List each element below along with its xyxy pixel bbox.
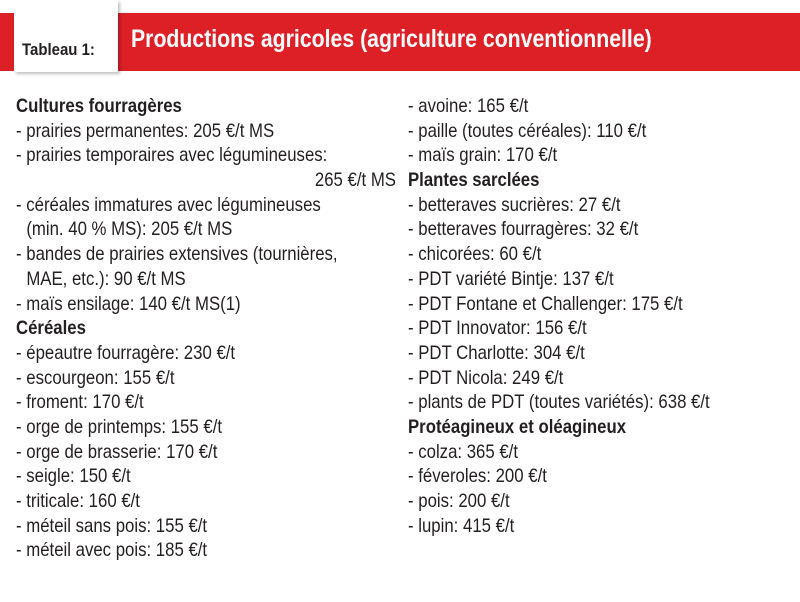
list-item: - seigle: 150 €/t	[16, 465, 131, 488]
left-column	[16, 94, 396, 563]
list-item: - orge de printemps: 155 €/t	[16, 415, 223, 438]
list-item: - betteraves fourragères: 32 €/t	[408, 218, 639, 241]
list-item: - avoine: 165 €/t	[408, 95, 529, 117]
list-item: - épeautre fourragère: 230 €/t	[16, 341, 236, 364]
list-item: - escourgeon: 155 €/t	[16, 366, 175, 389]
list-item-continuation: MAE, etc.): 90 €/t MS	[26, 267, 186, 290]
list-item: - PDT Innovator: 156 €/t	[408, 317, 587, 340]
right-column	[408, 94, 798, 538]
list-item: - méteil sans pois: 155 €/t	[16, 514, 208, 537]
section-heading-proteagineux-oleagineux: Protéagineux et oléagineux	[408, 415, 627, 438]
list-item-price-continuation: 265 €/t MS	[314, 169, 396, 192]
list-item: - prairies temporaires avec légumineuses:	[16, 144, 328, 167]
list-item: - céréales immatures avec légumineuses	[16, 193, 321, 216]
list-item: - bandes de prairies extensives (tournières,	[16, 243, 338, 266]
list-item: - froment: 170 €/t	[16, 391, 144, 414]
list-item: - PDT Nicola: 249 €/t	[408, 366, 564, 389]
table-title: Productions agricoles (agriculture conventionnelle)	[131, 25, 652, 53]
list-item: - triticale: 160 €/t	[16, 490, 140, 512]
list-item: - lupin: 415 €/t	[408, 514, 515, 537]
list-item: - paille (toutes céréales): 110 €/t	[408, 119, 647, 142]
list-item: - orge de brasserie: 170 €/t	[16, 440, 218, 463]
list-item: - plants de PDT (toutes variétés): 638 €/t	[408, 391, 710, 414]
list-item: - maïs grain: 170 €/t	[408, 144, 558, 167]
list-item: - prairies permanentes: 205 €/t MS	[16, 119, 275, 142]
list-item-continuation: (min. 40 % MS): 205 €/t MS	[26, 218, 233, 241]
list-item: - PDT variété Bintje: 137 €/t	[408, 267, 614, 290]
list-item: - pois: 200 €/t	[408, 490, 510, 512]
table-number-tab	[14, 0, 118, 72]
list-item: - colza: 365 €/t	[408, 440, 518, 463]
list-item: - méteil avec pois: 185 €/t	[16, 539, 208, 562]
list-item: - PDT Charlotte: 304 €/t	[408, 341, 585, 364]
list-item: - chicorées: 60 €/t	[408, 243, 542, 266]
section-heading-cereales: Céréales	[16, 317, 86, 340]
list-item: - maïs ensilage: 140 €/t MS(1)	[16, 292, 241, 315]
list-item: - betteraves sucrières: 27 €/t	[408, 193, 621, 216]
section-heading-cultures-fourrageres: Cultures fourragères	[16, 95, 182, 117]
section-heading-plantes-sarclees: Plantes sarclées	[408, 169, 540, 192]
table-number-label: Tableau 1:	[22, 40, 95, 59]
list-item: - PDT Fontane et Challenger: 175 €/t	[408, 292, 683, 315]
list-item: - féveroles: 200 €/t	[408, 465, 547, 488]
